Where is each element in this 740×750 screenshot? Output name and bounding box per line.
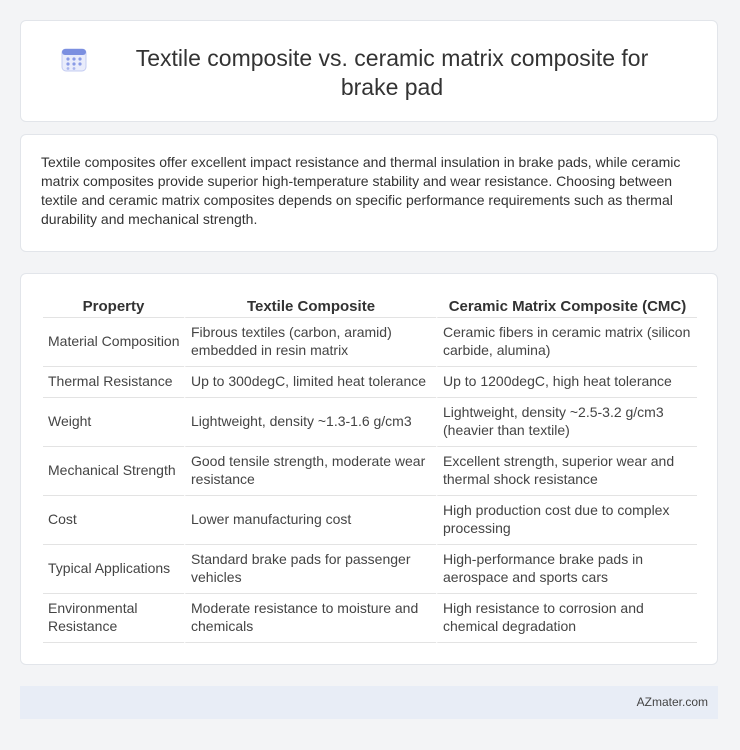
- table-row: [43, 594, 697, 643]
- textile-cell: Fibrous textiles (carbon, aramid) embedded in resin matrix: [184, 318, 436, 367]
- table-row: [43, 496, 697, 545]
- page-title: Textile composite vs. ceramic matrix composite for brake pad: [135, 45, 649, 100]
- column-header-cmc: Ceramic Matrix Composite (CMC): [436, 294, 697, 318]
- title-card: [20, 20, 718, 122]
- textile-cell: Moderate resistance to moisture and chemicals: [184, 594, 436, 643]
- table-row: [43, 367, 697, 398]
- table-row: [43, 545, 697, 594]
- cmc-cell: High resistance to corrosion and chemical degradation: [436, 594, 697, 643]
- title-row: [21, 21, 717, 102]
- comparison-table-card: [20, 273, 718, 665]
- property-cell: Thermal Resistance: [43, 367, 184, 398]
- textile-cell: Lightweight, density ~1.3-1.6 g/cm3: [184, 398, 436, 447]
- column-header-textile: Textile Composite: [184, 294, 436, 318]
- table-header-row: [43, 294, 697, 318]
- textile-cell: Good tensile strength, moderate wear resistance: [184, 447, 436, 496]
- property-cell: Cost: [43, 496, 184, 545]
- comparison-table: [43, 294, 697, 643]
- property-cell: Mechanical Strength: [43, 447, 184, 496]
- textile-cell: Up to 300degC, limited heat tolerance: [184, 367, 436, 398]
- textile-cell: Standard brake pads for passenger vehicles: [184, 545, 436, 594]
- cmc-cell: High-performance brake pads in aerospace and sports cars: [436, 545, 697, 594]
- table-row: [43, 398, 697, 447]
- cmc-cell: High production cost due to complex processing: [436, 496, 697, 545]
- cmc-cell: Lightweight, density ~2.5-3.2 g/cm3 (heavier than textile): [436, 398, 697, 447]
- calendar-grid-icon: [61, 46, 87, 72]
- column-header-property: Property: [43, 294, 184, 318]
- property-cell: Environmental Resistance: [43, 594, 184, 643]
- intro-card: [20, 134, 718, 252]
- textile-cell: Lower manufacturing cost: [184, 496, 436, 545]
- table-row: [43, 318, 697, 367]
- intro-paragraph: Textile composites offer excellent impact resistance and thermal insulation in brake pads, while ceramic matrix composites provide superior high-temperature stability and wear resistance. Choosing between textile and ceramic matrix composites depends on specific performance requirements such as thermal durability and mechanical strength.: [41, 154, 681, 227]
- cmc-cell: Up to 1200degC, high heat tolerance: [436, 367, 697, 398]
- property-cell: Weight: [43, 398, 184, 447]
- footer-brand: AZmater.com: [636, 695, 708, 709]
- property-cell: Typical Applications: [43, 545, 184, 594]
- table-row: [43, 447, 697, 496]
- property-cell: Material Composition: [43, 318, 184, 367]
- cmc-cell: Excellent strength, superior wear and thermal shock resistance: [436, 447, 697, 496]
- footer-bar: [20, 686, 718, 719]
- cmc-cell: Ceramic fibers in ceramic matrix (silicon carbide, alumina): [436, 318, 697, 367]
